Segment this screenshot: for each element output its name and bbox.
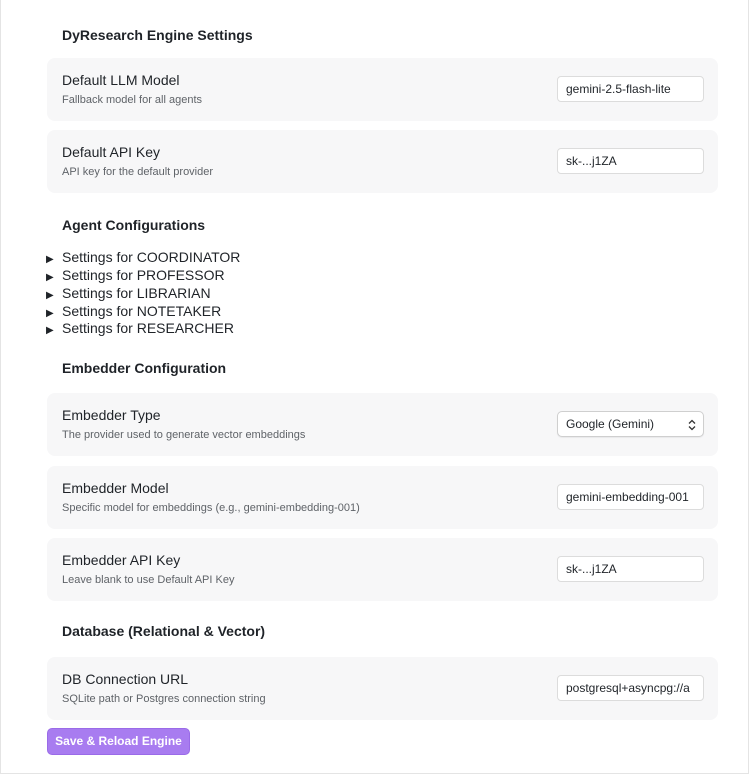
embedder-api-key-input[interactable] xyxy=(557,556,704,582)
agent-settings-label: Settings for LIBRARIAN xyxy=(62,285,211,301)
agent-settings-label: Settings for PROFESSOR xyxy=(62,267,225,283)
default-llm-model-row xyxy=(47,58,718,121)
db-connection-url-label: DB Connection URL xyxy=(62,671,189,687)
db-connection-url-input[interactable] xyxy=(557,675,704,701)
disclosure-triangle-icon: ▶ xyxy=(46,272,54,283)
agent-settings-librarian[interactable] xyxy=(46,284,211,302)
embedder-api-key-row xyxy=(47,538,718,601)
agent-settings-label: Settings for RESEARCHER xyxy=(62,320,234,336)
agent-settings-label: Settings for COORDINATOR xyxy=(62,249,241,265)
default-llm-model-description: Fallback model for all agents xyxy=(62,94,203,106)
save-reload-engine-button[interactable]: Save & Reload Engine xyxy=(47,728,190,755)
embedder-configuration-heading: Embedder Configuration xyxy=(62,360,227,376)
disclosure-triangle-icon: ▶ xyxy=(46,325,54,336)
embedder-model-row xyxy=(47,466,718,529)
database-heading: Database (Relational & Vector) xyxy=(62,623,266,639)
disclosure-triangle-icon: ▶ xyxy=(46,290,54,301)
db-connection-url-description: SQLite path or Postgres connection string xyxy=(62,693,266,705)
embedder-model-label: Embedder Model xyxy=(62,480,169,496)
default-api-key-description: API key for the default provider xyxy=(62,166,214,178)
embedder-model-input[interactable] xyxy=(557,484,704,510)
db-connection-url-row xyxy=(47,657,718,720)
agent-settings-researcher[interactable] xyxy=(46,319,234,337)
agent-settings-notetaker[interactable] xyxy=(46,302,221,320)
agent-configurations-heading: Agent Configurations xyxy=(62,217,206,233)
agent-settings-professor[interactable] xyxy=(46,266,225,284)
default-api-key-row xyxy=(47,130,718,193)
embedder-model-description: Specific model for embeddings (e.g., gemini-embedding-001) xyxy=(62,502,360,514)
engine-settings-heading: DyResearch Engine Settings xyxy=(62,27,253,43)
default-llm-model-label: Default LLM Model xyxy=(62,72,180,88)
embedder-api-key-description: Leave blank to use Default API Key xyxy=(62,574,235,586)
embedder-type-row xyxy=(47,393,718,456)
select-updown-chevron-icon xyxy=(688,412,696,436)
default-api-key-input[interactable] xyxy=(557,148,704,174)
default-api-key-label: Default API Key xyxy=(62,144,161,160)
agent-settings-label: Settings for NOTETAKER xyxy=(62,303,222,319)
agent-settings-coordinator[interactable] xyxy=(46,248,240,266)
embedder-type-selected-value: Google (Gemini) xyxy=(566,417,655,431)
embedder-type-select[interactable] xyxy=(557,411,704,437)
disclosure-triangle-icon: ▶ xyxy=(46,254,54,265)
embedder-api-key-label: Embedder API Key xyxy=(62,552,181,568)
embedder-type-label: Embedder Type xyxy=(62,407,161,423)
default-llm-model-input[interactable] xyxy=(557,76,704,102)
embedder-type-description: The provider used to generate vector embeddings xyxy=(62,429,306,441)
disclosure-triangle-icon: ▶ xyxy=(46,308,54,319)
